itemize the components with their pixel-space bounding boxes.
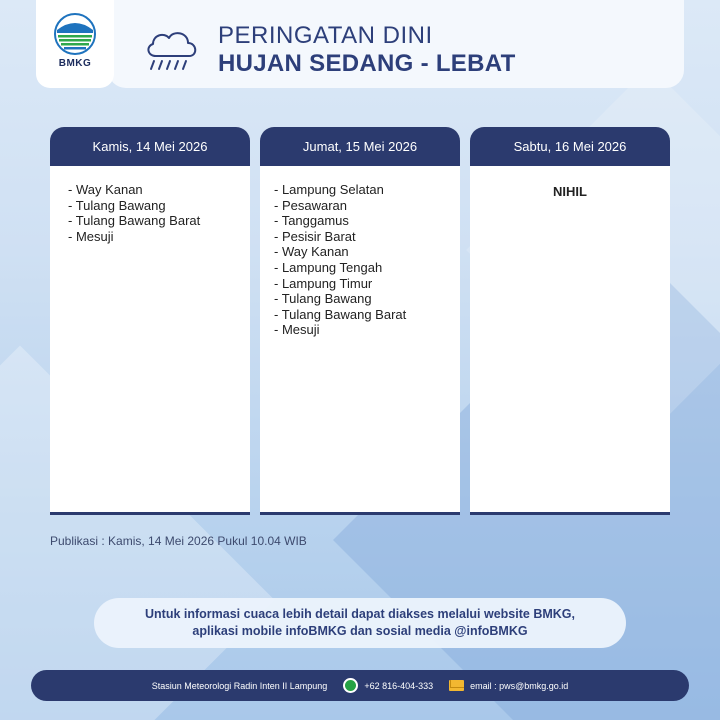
list-item: - Pesisir Barat [274,228,356,244]
list-item: - Lampung Timur [274,275,373,291]
email-address: email : pws@bmkg.go.id [470,680,569,691]
list-item: - Mesuji [68,228,114,244]
station-name: Stasiun Meteorologi Radin Inten II Lampung [151,680,328,691]
region-list [260,166,460,338]
phone-number: +62 816-404-333 [364,680,434,691]
day-header: Sabtu, 16 Mei 2026 [470,127,670,166]
phone-group [343,678,433,693]
mail-icon [449,680,464,691]
logo-text: BMKG [58,58,92,69]
day-column-3 [470,127,670,515]
list-item: - Pesawaran [274,197,347,213]
publication-date: Publikasi : Kamis, 14 Mei 2026 Pukul 10.04 WIB [50,534,307,548]
info-line-2: aplikasi mobile infoBMKG dan sosial media @infoBMKG [192,624,528,638]
info-line-1: Untuk informasi cuaca lebih detail dapat diakses melalui website BMKG, [145,607,575,621]
list-item: - Way Kanan [68,182,143,197]
list-item: - Tulang Bawang Barat [274,306,407,322]
day-column-1 [50,127,250,515]
whatsapp-icon [343,678,358,693]
rain-cloud-icon [142,26,202,72]
day-header: Kamis, 14 Mei 2026 [50,127,250,166]
list-item: - Lampung Tengah [274,259,383,275]
list-item: - Tulang Bawang [68,197,166,213]
list-item: - Mesuji [274,322,320,338]
title-line-2: HUJAN SEDANG - LEBAT [218,50,516,77]
day-header: Jumat, 15 Mei 2026 [260,127,460,166]
title-line-1: PERINGATAN DINI [218,22,433,49]
region-list [50,166,250,244]
info-banner [94,598,626,648]
list-item: - Way Kanan [274,244,349,260]
day-column-2 [260,127,460,515]
status-nihil: NIHIL [553,184,587,199]
list-item: - Tanggamus [274,213,349,229]
footer-bar [31,670,689,701]
list-item: - Tulang Bawang [274,291,372,307]
list-item: - Tulang Bawang Barat [68,213,201,229]
list-item: - Lampung Selatan [274,182,384,197]
bmkg-logo-icon [52,12,98,56]
email-group [449,680,568,691]
logo-box [36,0,114,88]
